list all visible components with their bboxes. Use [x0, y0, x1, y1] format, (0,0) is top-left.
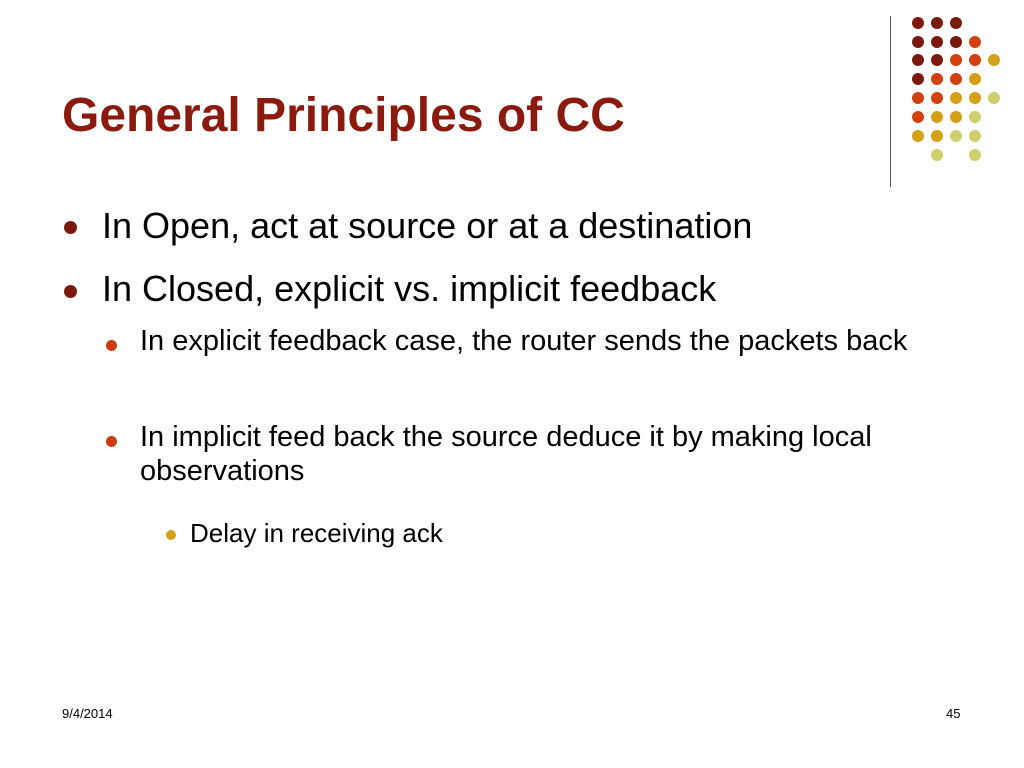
bullet-dot-icon: [106, 340, 117, 351]
decor-dot: [931, 92, 943, 104]
decor-dot: [931, 36, 943, 48]
slide-number: 45: [946, 706, 961, 721]
decor-dot: [969, 111, 981, 123]
decor-dot: [912, 73, 924, 85]
bullet-text: Delay in receiving ack: [190, 518, 443, 548]
bullet-text: In Open, act at source or at a destination: [102, 205, 753, 246]
decor-dot: [988, 92, 1000, 104]
decor-dot: [950, 92, 962, 104]
decor-dot: [950, 130, 962, 142]
decor-dot: [912, 130, 924, 142]
decor-dot: [931, 73, 943, 85]
decor-dot: [931, 17, 943, 29]
decor-dot: [912, 92, 924, 104]
decor-dot: [950, 73, 962, 85]
decor-dot: [912, 17, 924, 29]
decor-dot: [950, 17, 962, 29]
decor-dot: [988, 54, 1000, 66]
decor-dot: [931, 111, 943, 123]
footer-date: 9/4/2014: [62, 706, 113, 721]
bullet-dot-icon: [64, 285, 77, 298]
bullet-dot-icon: [106, 436, 117, 447]
bullet-dot-icon: [166, 530, 176, 540]
decor-dot: [931, 130, 943, 142]
decor-dot: [950, 111, 962, 123]
decor-dot: [912, 111, 924, 123]
decor-dot: [969, 54, 981, 66]
decor-dot: [969, 149, 981, 161]
decor-dot: [969, 130, 981, 142]
bullet-text: In implicit feed back the source deduce it by making local observations: [140, 421, 872, 487]
decor-dot: [912, 36, 924, 48]
decor-dot: [969, 73, 981, 85]
decor-dot: [912, 54, 924, 66]
decor-dot: [969, 36, 981, 48]
decor-dot: [950, 54, 962, 66]
bullet-dot-icon: [64, 221, 77, 234]
slide-title: General Principles of CC: [62, 89, 625, 142]
bullet-text: In explicit feedback case, the router sends the packets back: [140, 325, 908, 357]
decor-dot: [931, 54, 943, 66]
decor-dot: [969, 92, 981, 104]
bullet-text: In Closed, explicit vs. implicit feedback: [102, 268, 717, 309]
decor-dot: [931, 149, 943, 161]
decor-dot: [950, 36, 962, 48]
divider-line: [890, 16, 891, 187]
